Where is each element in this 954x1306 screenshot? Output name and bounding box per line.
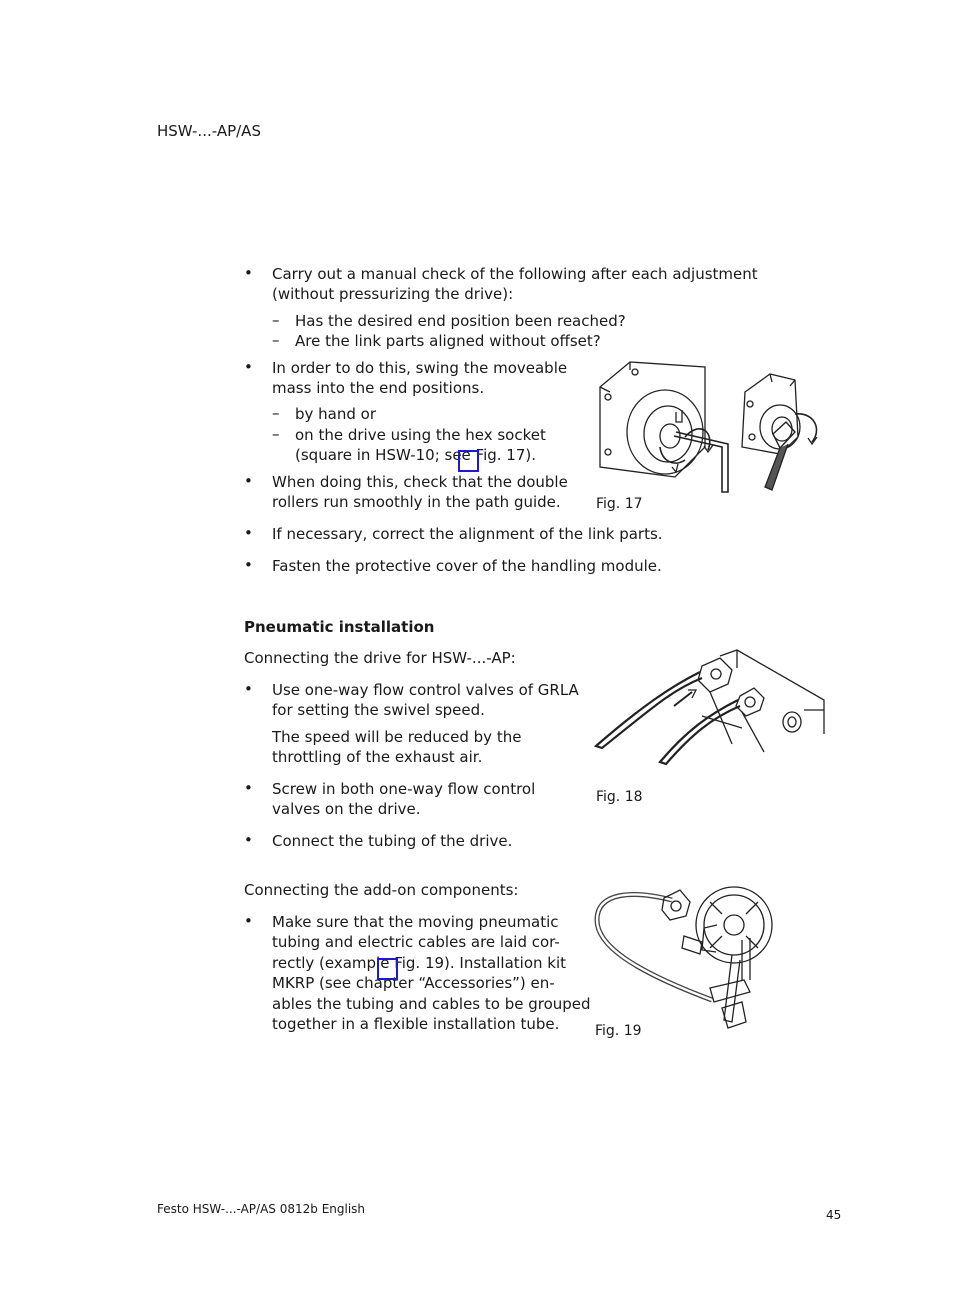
figure-caption: Fig. 18 — [596, 789, 643, 805]
page-number: 45 — [826, 1208, 842, 1222]
bullet-marker: • — [244, 556, 253, 574]
dash-marker: – — [272, 331, 280, 349]
fig-17-link-highlight[interactable] — [458, 450, 479, 472]
dash-marker: – — [272, 425, 280, 443]
dash-marker: – — [272, 311, 280, 329]
sub-item: Has the desired end position been reached? — [295, 312, 626, 330]
body-line: When doing this, check that the double — [272, 473, 568, 491]
figure-caption: Fig. 19 — [595, 1023, 642, 1039]
figure-17-drive-illustration — [590, 352, 840, 497]
section-heading: Pneumatic installation — [244, 618, 435, 636]
body-line: tubing and electric cables are laid cor- — [272, 933, 560, 951]
body-line: Carry out a manual check of the following after each adjustment — [272, 265, 758, 283]
body-line: Make sure that the moving pneumatic — [272, 913, 559, 931]
bullet-marker: • — [244, 912, 253, 930]
body-line: Fasten the protective cover of the handling module. — [272, 557, 662, 575]
running-header: HSW-...-AP/AS — [157, 122, 261, 140]
body-line: Use one-way flow control valves of GRLA — [272, 681, 579, 699]
body-line: In order to do this, swing the moveable — [272, 359, 568, 377]
figure-19-installation-illustration — [592, 880, 782, 1035]
body-line: MKRP (see chapter “Accessories”) en- — [272, 974, 555, 992]
body-line: ables the tubing and cables to be grouped — [272, 995, 591, 1013]
body-line: rollers run smoothly in the path guide. — [272, 493, 561, 511]
bullet-marker: • — [244, 264, 253, 282]
dash-marker: – — [272, 404, 280, 422]
figure-caption: Fig. 17 — [596, 496, 643, 512]
body-line: valves on the drive. — [272, 800, 421, 818]
bullet-marker: • — [244, 680, 253, 698]
bullet-marker: • — [244, 358, 253, 376]
bullet-marker: • — [244, 779, 253, 797]
sub-item: on the drive using the hex socket — [295, 426, 546, 444]
sub-item: (square in HSW-10; see Fig. 17). — [295, 446, 537, 464]
body-line: If necessary, correct the alignment of the link parts. — [272, 525, 663, 543]
fig-19-link-highlight[interactable] — [377, 958, 398, 980]
body-line: Connect the tubing of the drive. — [272, 832, 513, 850]
body-line: (without pressurizing the drive): — [272, 285, 514, 303]
bullet-marker: • — [244, 472, 253, 490]
body-line: mass into the end positions. — [272, 379, 485, 397]
sub-item: by hand or — [295, 405, 377, 423]
footer-publication: Festo HSW-...-AP/AS 0812b English — [157, 1202, 366, 1216]
intro-line: Connecting the drive for HSW-...-AP: — [244, 649, 516, 667]
bullet-marker: • — [244, 524, 253, 542]
body-line: rectly (example Fig. 19). Installation kit — [272, 954, 567, 972]
figure-18-tubing-illustration — [592, 648, 828, 772]
body-line: together in a flexible installation tube. — [272, 1015, 560, 1033]
body-line: for setting the swivel speed. — [272, 701, 485, 719]
body-line: Screw in both one-way flow control — [272, 780, 536, 798]
body-line: The speed will be reduced by the — [272, 728, 522, 746]
intro-line: Connecting the add-on components: — [244, 881, 519, 899]
sub-item: Are the link parts aligned without offset? — [295, 332, 601, 350]
body-line: throttling of the exhaust air. — [272, 748, 483, 766]
bullet-marker: • — [244, 831, 253, 849]
